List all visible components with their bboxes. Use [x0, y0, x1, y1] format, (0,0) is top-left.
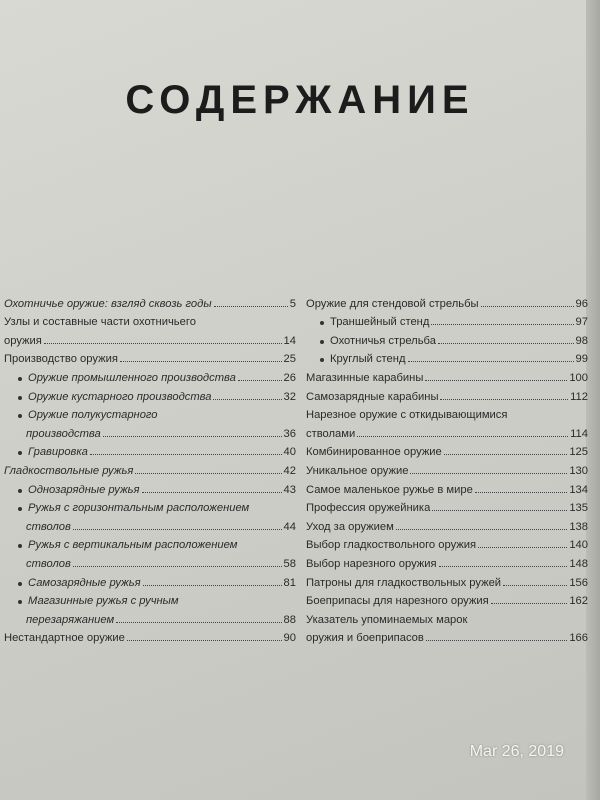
toc-entry-title: Охотничья стрельба	[330, 334, 436, 347]
dot-leader	[431, 324, 573, 325]
toc-entry-title: Оружие кустарного производства	[28, 390, 212, 403]
dot-leader	[135, 473, 281, 474]
toc-page-number: 148	[569, 557, 588, 570]
toc-entry-title: Нестандартное оружие	[4, 632, 125, 645]
dot-leader	[410, 473, 567, 474]
toc-entry	[306, 534, 588, 553]
toc-page-number: 25	[283, 353, 296, 366]
toc-entry	[4, 459, 296, 478]
toc-entry-title: Траншейный стенд	[330, 316, 430, 329]
dot-leader	[438, 343, 574, 344]
toc-entry	[306, 459, 588, 478]
toc-entry	[4, 292, 296, 311]
toc-entry-title: Круглый стенд	[330, 353, 406, 366]
toc-entry	[306, 292, 588, 311]
dot-leader	[73, 566, 282, 567]
toc-entry-title-continued: оружия	[4, 334, 42, 347]
toc-entry	[4, 590, 296, 627]
toc-entry-title: Самозарядные ружья	[28, 576, 141, 589]
toc-entry	[306, 441, 588, 460]
toc-entry	[4, 627, 296, 646]
toc-entry-title: Гравировка	[28, 446, 88, 459]
dot-leader	[44, 343, 282, 344]
toc-entry-title: Выбор нарезного оружия	[306, 557, 437, 570]
toc-entry	[4, 404, 296, 441]
toc-entry-title-continued: производства	[26, 427, 101, 440]
toc-page-number: 14	[283, 334, 296, 347]
toc-entry-title: Оружие для стендовой стрельбы	[306, 297, 479, 310]
toc-entry-title: Магазинные ружья с ручным	[28, 595, 179, 608]
toc-page-number: 36	[283, 427, 296, 440]
toc-page-number: 100	[569, 371, 588, 384]
toc-page-number: 156	[569, 576, 588, 589]
dot-leader	[478, 547, 567, 548]
dot-leader	[503, 585, 567, 586]
bullet-icon	[18, 507, 22, 511]
toc-page-number: 5	[289, 297, 296, 310]
toc-page-number: 58	[283, 557, 296, 570]
toc-entry-title: Ружья с горизонтальным расположением	[28, 502, 250, 515]
toc-entry	[4, 366, 296, 385]
toc-entry	[306, 348, 588, 367]
dot-leader	[439, 566, 568, 567]
toc-entry-title: Выбор гладкоствольного оружия	[306, 539, 477, 552]
toc-page-number: 88	[283, 613, 296, 626]
date-stamp: Mar 26, 2019	[469, 743, 564, 760]
dot-leader	[120, 361, 282, 362]
toc-entry	[306, 366, 588, 385]
toc-entry	[306, 515, 588, 534]
dot-leader	[238, 380, 282, 381]
bullet-icon	[320, 358, 324, 362]
toc-entry-title: Боеприпасы для нарезного оружия	[306, 595, 489, 608]
toc-entry-title-continued: стволов	[26, 557, 71, 570]
dot-leader	[440, 399, 568, 400]
toc-entry	[306, 590, 588, 609]
toc-entry	[306, 311, 588, 330]
dot-leader	[142, 492, 282, 493]
dot-leader	[103, 436, 282, 437]
toc-page-number: 166	[569, 632, 588, 645]
toc-page-number: 140	[569, 539, 588, 552]
dot-leader	[214, 306, 288, 307]
toc-page-number: 99	[575, 353, 588, 366]
toc-page-number: 26	[283, 371, 296, 384]
toc-entry-title-continued: стволами	[306, 427, 356, 440]
toc-page-number: 43	[283, 483, 296, 496]
toc-entry-title-continued: стволов	[26, 520, 71, 533]
toc-entry	[306, 404, 588, 441]
toc-entry	[4, 571, 296, 590]
dot-leader	[425, 380, 567, 381]
toc-entry-title: Нарезное оружие с откидывающимися	[306, 409, 508, 422]
toc-page-number: 32	[283, 390, 296, 403]
dot-leader	[444, 454, 568, 455]
toc-entry	[306, 497, 588, 516]
toc-entry-title: Оружие полукустарного	[28, 409, 158, 422]
toc-entry	[4, 497, 296, 534]
toc-entry	[4, 311, 296, 348]
toc-entry-title: Однозарядные ружья	[28, 483, 140, 496]
toc-entry	[4, 441, 296, 460]
dot-leader	[408, 361, 574, 362]
toc-entry-title: Производство оружия	[4, 353, 118, 366]
dot-leader	[491, 603, 568, 604]
toc-entry	[4, 478, 296, 497]
toc-entry-title-continued: оружия и боеприпасов	[306, 632, 424, 645]
dot-leader	[475, 492, 568, 493]
bullet-icon	[18, 377, 22, 381]
toc-left-column	[4, 292, 296, 645]
toc-entry-title: Ружья с вертикальным расположением	[28, 539, 238, 552]
toc-entry-title: Гладкоствольные ружья	[4, 464, 134, 477]
bullet-icon	[320, 321, 324, 325]
toc-entry-title: Уход за оружием	[306, 520, 394, 533]
dot-leader	[357, 436, 568, 437]
toc-entry-title: Комбинированное оружие	[306, 446, 442, 459]
toc-entry-title: Уникальное оружие	[306, 464, 409, 477]
dot-leader	[213, 399, 281, 400]
bullet-icon	[18, 582, 22, 586]
dot-leader	[90, 454, 282, 455]
dot-leader	[481, 306, 574, 307]
toc-entry	[306, 552, 588, 571]
toc-page-number: 98	[575, 334, 588, 347]
toc-page-number: 130	[569, 464, 588, 477]
dot-leader	[116, 622, 281, 623]
toc-right-column	[306, 292, 588, 645]
toc-entry-title: Охотничье оружие: взгляд сквозь годы	[4, 297, 212, 310]
toc-entry	[306, 608, 588, 645]
toc-entry-title: Патроны для гладкоствольных ружей	[306, 576, 502, 589]
dot-leader	[127, 640, 282, 641]
dot-leader	[143, 585, 282, 586]
dot-leader	[73, 529, 282, 530]
dot-leader	[396, 529, 568, 530]
toc-page-number: 134	[569, 483, 588, 496]
toc-page-number: 125	[569, 446, 588, 459]
bullet-icon	[320, 340, 324, 344]
toc-page-number: 42	[283, 464, 296, 477]
toc-entry-title: Профессия оружейника	[306, 502, 431, 515]
toc-page-number: 97	[575, 316, 588, 329]
dot-leader	[432, 510, 567, 511]
bullet-icon	[18, 544, 22, 548]
toc-entry	[306, 329, 588, 348]
page-title: СОДЕРЖАНИЕ	[125, 78, 475, 122]
toc-page-number: 135	[569, 502, 588, 515]
toc-page-number: 81	[283, 576, 296, 589]
toc-page-number: 162	[569, 595, 588, 608]
bullet-icon	[18, 489, 22, 493]
toc-entry-title: Самозарядные карабины	[306, 390, 439, 403]
dot-leader	[426, 640, 567, 641]
toc-entry-title: Узлы и составные части охотничьего	[4, 316, 196, 329]
toc-entry-title-continued: перезаряжанием	[26, 613, 115, 626]
bullet-icon	[18, 451, 22, 455]
toc-entry	[306, 478, 588, 497]
toc-page-number: 44	[283, 520, 296, 533]
toc-page-number: 114	[570, 427, 588, 440]
toc-page-number: 40	[283, 446, 296, 459]
toc-entry-title: Указатель упоминаемых марок	[306, 613, 468, 626]
toc-entry	[306, 385, 588, 404]
toc-entry	[4, 385, 296, 404]
toc-entry	[4, 348, 296, 367]
toc-page-number: 96	[575, 297, 588, 310]
toc-entry-title: Магазинные карабины	[306, 371, 424, 384]
bullet-icon	[18, 414, 22, 418]
toc-page-number: 138	[569, 520, 588, 533]
toc-page-number: 90	[283, 632, 296, 645]
toc-entry-title: Самое маленькое ружье в мире	[306, 483, 473, 496]
toc-entry-title: Оружие промышленного производства	[28, 371, 236, 384]
bullet-icon	[18, 600, 22, 604]
toc-entry	[306, 571, 588, 590]
toc-page-number: 112	[570, 390, 588, 403]
toc-entry	[4, 534, 296, 571]
bullet-icon	[18, 396, 22, 400]
